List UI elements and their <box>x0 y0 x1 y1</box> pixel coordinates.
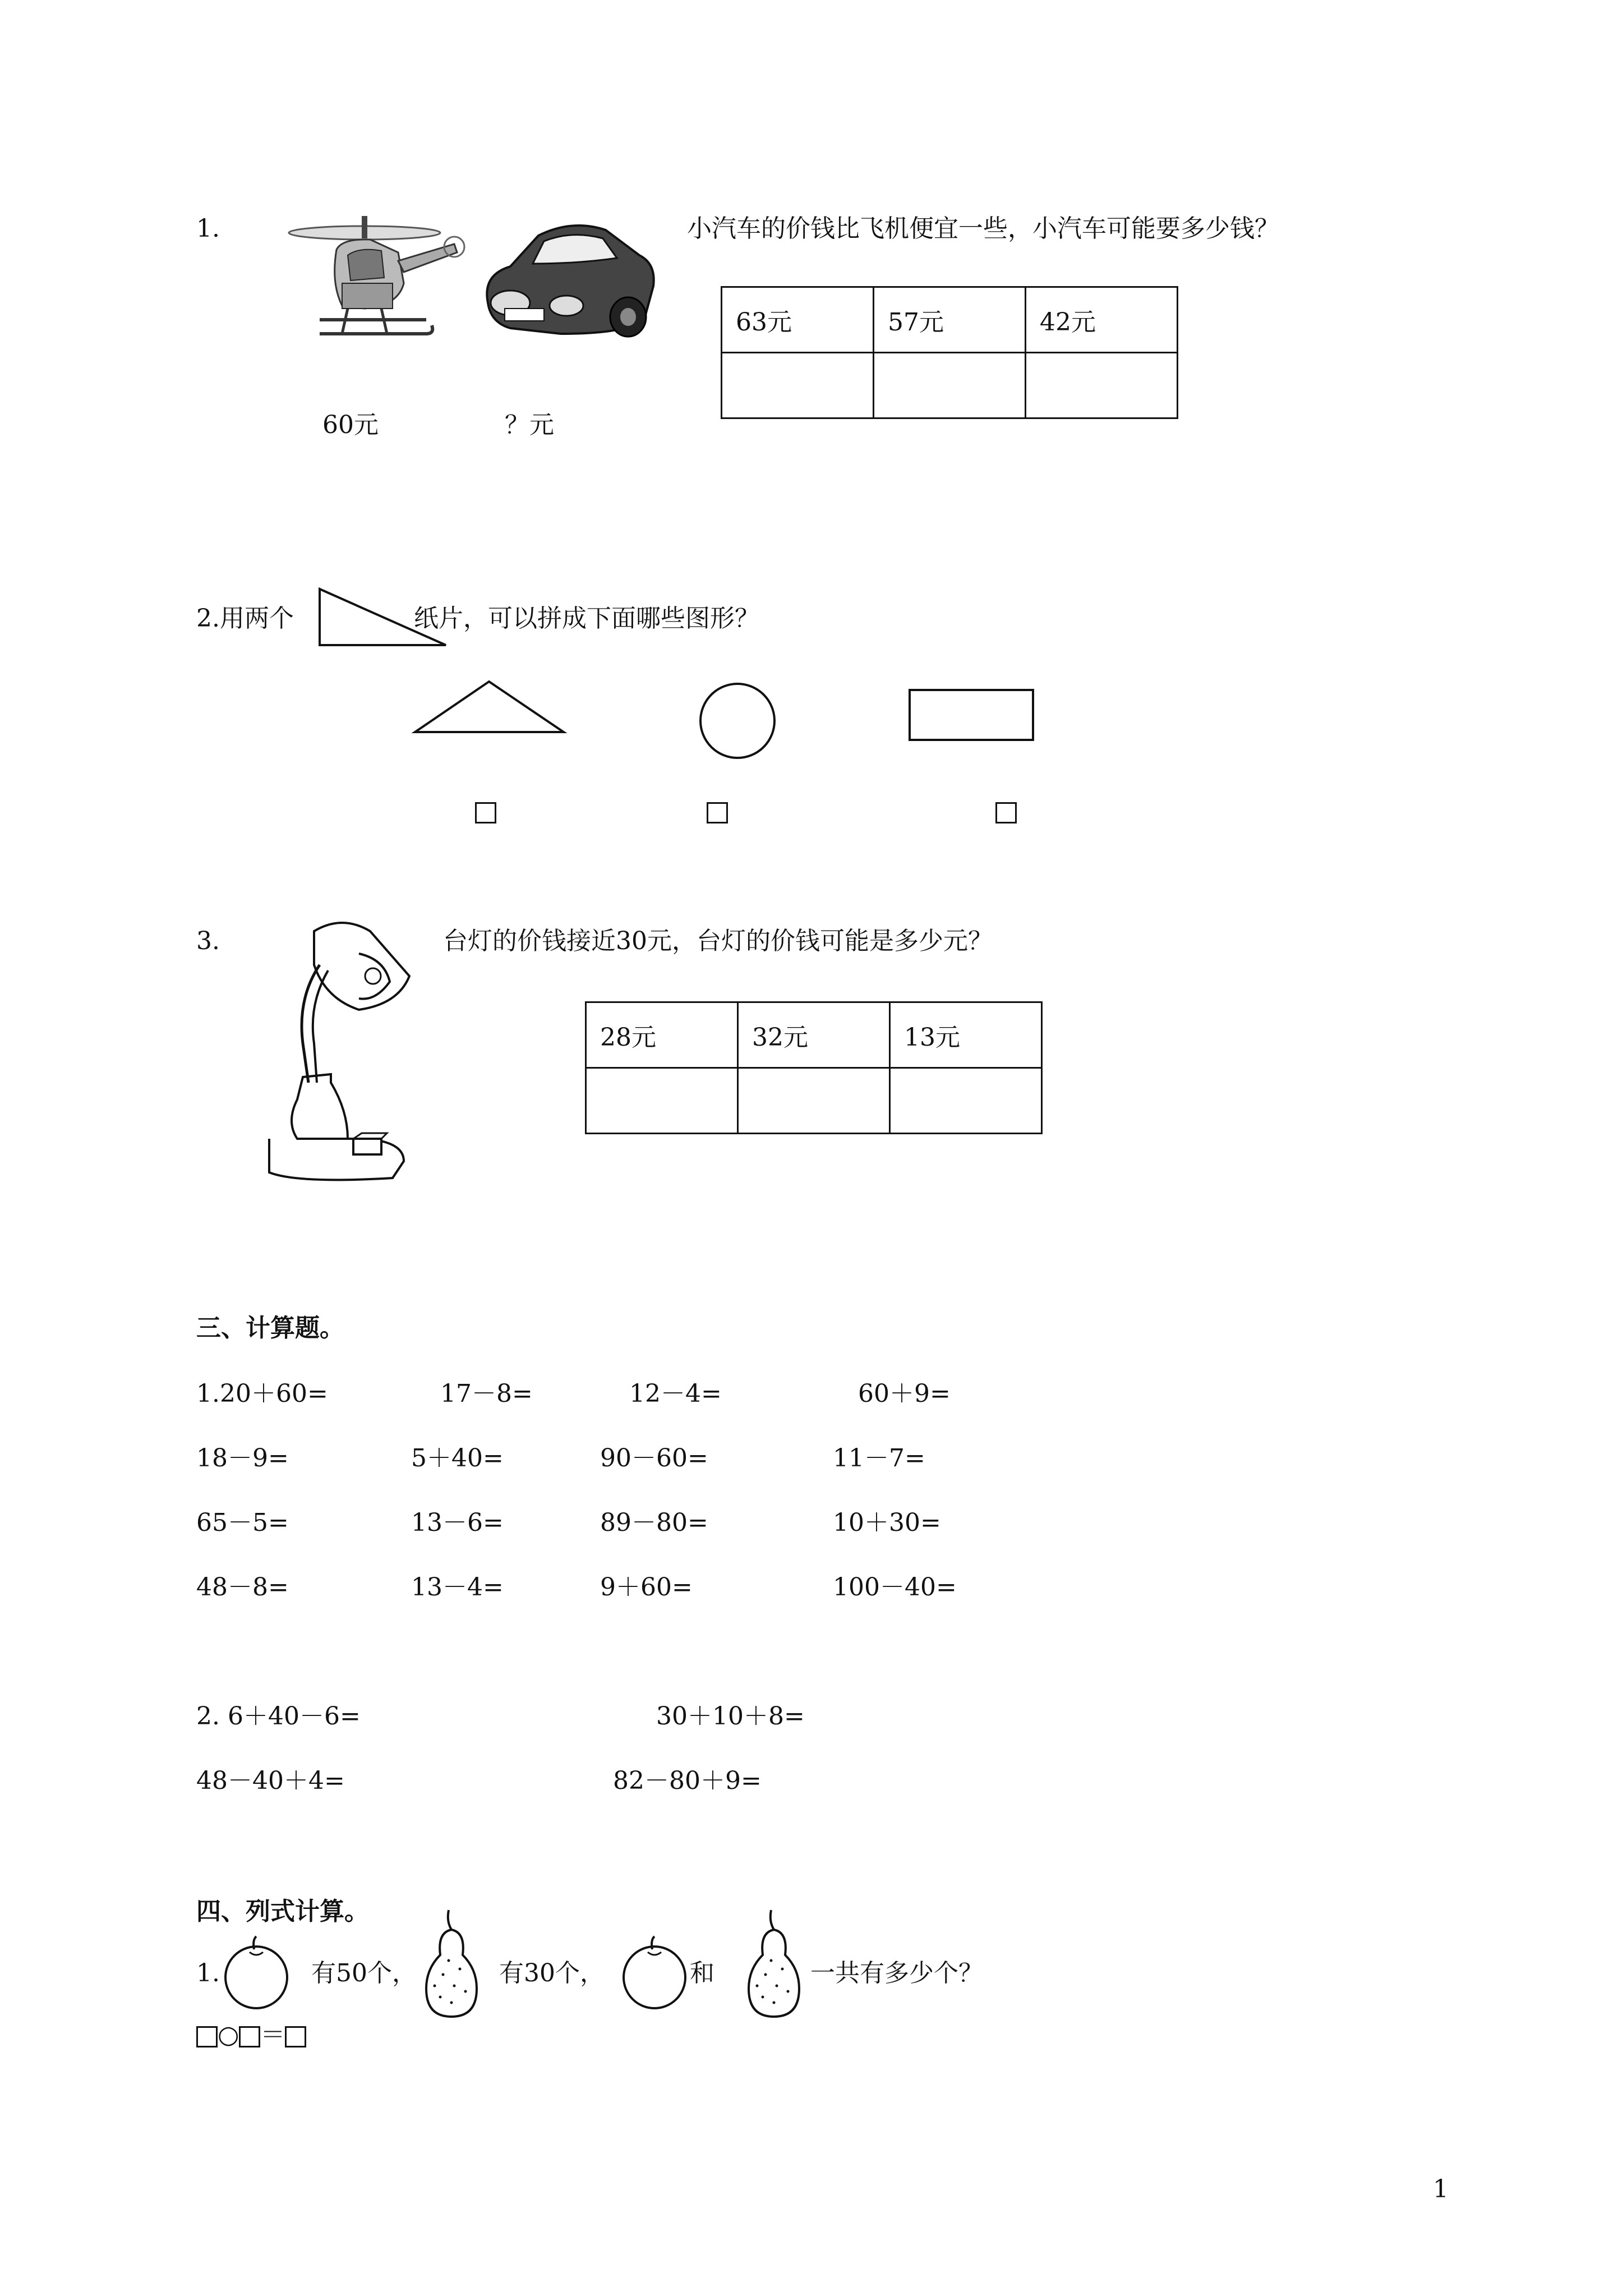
q1-answer-cell[interactable] <box>874 353 1026 418</box>
calc-item: 1.20＋60= <box>196 1379 328 1408</box>
calc-item: 5＋40= <box>411 1444 504 1473</box>
calc-item: 60＋9= <box>858 1379 951 1408</box>
pear-icon <box>743 1907 805 2019</box>
rectangle-checkbox[interactable] <box>995 802 1017 823</box>
apple-icon <box>620 1935 693 2014</box>
triangle-checkbox[interactable] <box>475 802 496 823</box>
calc-item: 12－4= <box>629 1379 722 1408</box>
section4-text-a: 有50个， <box>311 1959 417 1987</box>
pear-icon <box>421 1907 482 2019</box>
calc-item: 48－40＋4= <box>196 1766 345 1795</box>
section4-q1-number: 1. <box>196 1959 220 1987</box>
calc-item: 9＋60= <box>600 1573 693 1602</box>
section4-title: 四、列式计算。 <box>196 1897 369 1926</box>
section4-text-b: 有30个， <box>499 1959 605 1987</box>
calc-item: 90－60= <box>600 1444 708 1473</box>
q1-number: 1. <box>196 214 220 243</box>
q1-option: 63元 <box>722 287 874 353</box>
car-price: ？元 <box>505 411 554 439</box>
equation-template <box>196 2019 306 2051</box>
q3-option: 32元 <box>738 1002 890 1068</box>
calc-item: 11－7= <box>833 1444 925 1473</box>
circle-checkbox[interactable] <box>707 802 728 823</box>
equation-equals: ＝ <box>260 2021 285 2049</box>
q1-option: 57元 <box>874 287 1026 353</box>
section3-title: 三、计算题。 <box>196 1314 344 1342</box>
q3-option: 13元 <box>890 1002 1042 1068</box>
calc-item: 13－6= <box>411 1508 504 1537</box>
calc-item: 10＋30= <box>833 1508 941 1537</box>
q3-number: 3. <box>196 927 220 955</box>
calc-item: 17－8= <box>440 1379 533 1408</box>
calc-item: 89－80= <box>600 1508 708 1537</box>
q2-text-after: 纸片，可以拼成下面哪些图形？ <box>414 604 759 633</box>
apple-icon <box>222 1935 294 2014</box>
equation-operator: ○ <box>218 2021 239 2049</box>
calc-item: 13－4= <box>411 1573 504 1602</box>
calc-item: 30＋10＋8= <box>656 1702 805 1731</box>
rectangle-shape <box>909 689 1035 742</box>
q3-answer-cell[interactable] <box>890 1068 1042 1134</box>
calc-item: 82－80＋9= <box>613 1766 762 1795</box>
q3-answer-cell[interactable] <box>738 1068 890 1134</box>
equation-box[interactable] <box>196 2026 218 2047</box>
desk-lamp-icon <box>264 914 432 1189</box>
calc-item: 18－9= <box>196 1444 289 1473</box>
equation-box[interactable] <box>239 2026 260 2047</box>
q3-answer-cell[interactable] <box>586 1068 738 1134</box>
page-number: 1 <box>1433 2175 1449 2203</box>
q2-text-before: 2.用两个 <box>196 604 294 633</box>
car-icon <box>477 213 662 348</box>
equation-box[interactable] <box>285 2026 306 2047</box>
calc-item: 65－5= <box>196 1508 289 1537</box>
calc-item: 48－8= <box>196 1573 289 1602</box>
q1-option: 42元 <box>1026 287 1178 353</box>
calc-item: 100－40= <box>833 1573 957 1602</box>
calc-item: 2. 6＋40－6= <box>196 1702 361 1731</box>
helicopter-icon <box>286 199 471 351</box>
q3-option: 28元 <box>586 1002 738 1068</box>
q1-question: 小汽车的价钱比飞机便宜一些，小汽车可能要多少钱？ <box>687 214 1279 243</box>
triangle-shape <box>412 679 566 735</box>
q3-question: 台灯的价钱接近30元，台灯的价钱可能是多少元？ <box>443 927 993 955</box>
q1-answer-cell[interactable] <box>1026 353 1178 418</box>
q3-options-table <box>585 1001 1043 1134</box>
section4-text-c: 和 <box>690 1959 714 1987</box>
q1-answer-cell[interactable] <box>722 353 874 418</box>
q1-options-table <box>721 286 1178 419</box>
section4-text-d: 一共有多少个？ <box>810 1959 983 1987</box>
plane-price: 60元 <box>322 411 379 439</box>
circle-shape <box>698 682 777 760</box>
